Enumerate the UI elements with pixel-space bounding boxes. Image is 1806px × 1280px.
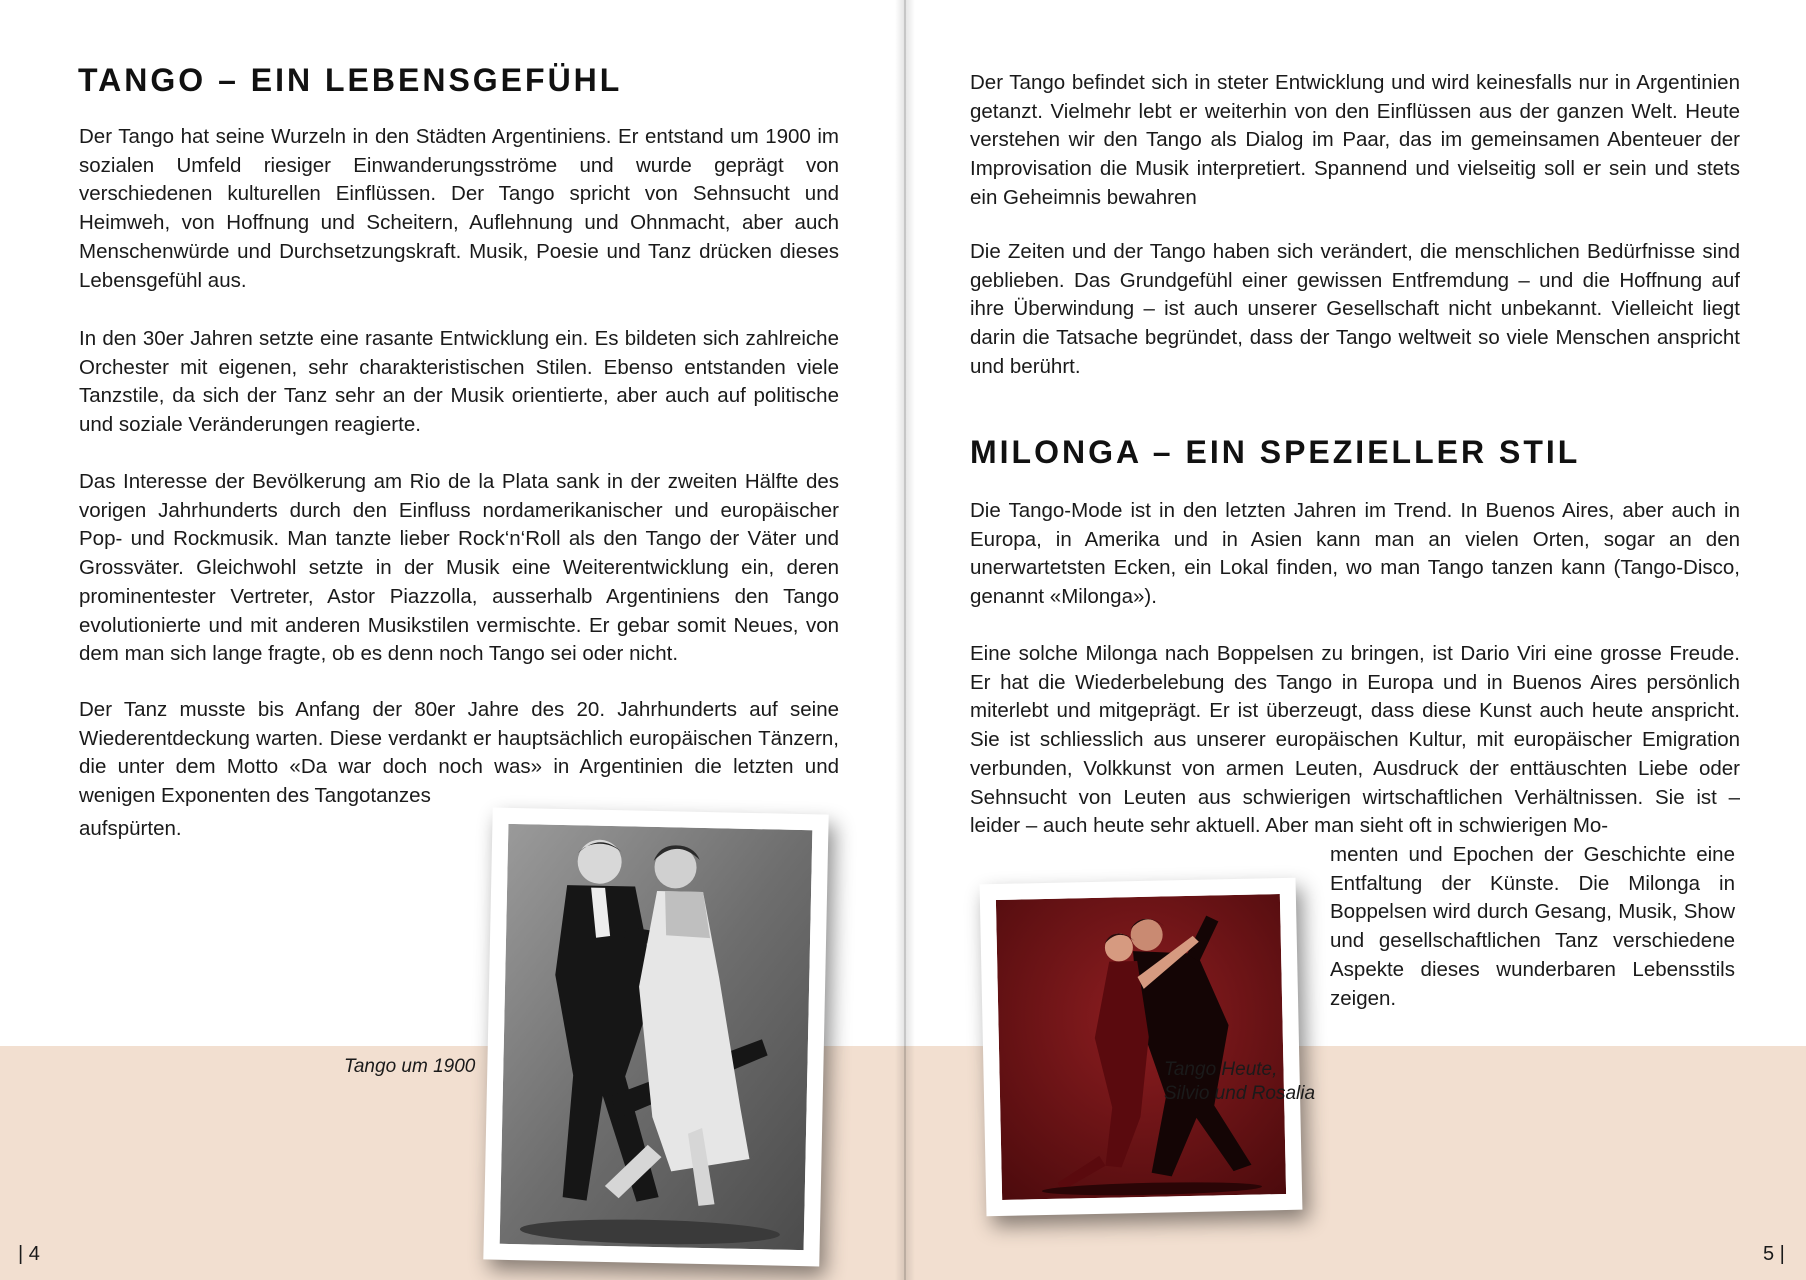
modern-dancers-image (996, 894, 1286, 1200)
left-paragraph-1: Der Tango hat seine Wurzeln in den Städten Argentiniens. Er entstand um 1900 im sozialen Umfeld riesiger Einwanderungsströme und wurde geprägt von verschiedenen kulturellen Einflüssen. Der Tango spricht von Sehnsucht und Heimweh, von Hoffnung und Scheitern, Auflehnung und Ohnmacht, aber auch Menschenwürde und Durchsetzungskraft. Musik, Poesie und Tanz drücken dieses Lebensgefühl aus. (79, 125, 839, 292)
right-paragraph-2-continued: menten und Epochen der Geschichte eine Entfaltung der Künste. Die Milonga in Boppelsen wird durch Gesang, Musik, Show und gesellschaftlichen Tanz verschiedene Aspekte dieses wunderbaren Lebensstils zeigen. (1330, 843, 1735, 1010)
photo-tango-heute (980, 878, 1303, 1217)
right-page (905, 0, 1806, 1280)
page-number-left: | 4 (18, 1243, 40, 1265)
right-intro-paragraph-2: Die Zeiten und der Tango haben sich verändert, die menschlichen Bedürfnisse sind geblieben. Das Grundgefühl einer gewissen Entfremdung – und die Hoffnung auf ihre Überwindung – ist auch unserer Gesellschaft nicht unbekannt. Vielleicht liegt darin die Tatsache begründet, dass der Tango weltweit so viele Menschen anspricht und berührt. (970, 240, 1740, 378)
photo-tango-1900 (483, 808, 828, 1267)
left-paragraph-2: In den 30er Jahren setzte eine rasante Entwicklung ein. Es bildeten sich zahlreiche Orchester mit eigenen, sehr charakteristischen Stilen. Ebenso entstanden viele Tanzstile, da sich der Tanz sehr an der Musik orientierte, aber auch auf politische und soziale Veränderungen reagierte. (79, 327, 839, 437)
right-paragraph-1: Die Tango-Mode ist in den letzten Jahren im Trend. In Buenos Aires, aber auch in Europa, in Amerika und in Asien kann man an vielen Orten, sogar an den unerwartetsten Ecken, ein Lokal finden, wo man Tango tanzen kann (Tango-Disco, genannt «Milonga»). (970, 499, 1740, 609)
caption-tango-heute-2: Silvio und Rosalia (1164, 1083, 1316, 1104)
right-intro-paragraph-1: Der Tango befindet sich in steter Entwicklung und wird keinesfalls nur in Argentinien getanzt. Vielmehr lebt er weiterhin von den Einflüssen aus der ganzen Welt. Heute verstehen wir den Tango als Dialog im Paar, das im gemeinsamen Abenteuer der Improvisation die Musik interpretiert. Spannend und vielseitig soll er sein und stets ein Geheimnis bewahren (970, 71, 1740, 209)
right-paragraph-2: Eine solche Milonga nach Boppelsen zu bringen, ist Dario Viri eine grosse Freude. Er hat die Wiederbelebung des Tango in Europa und in Buenos Aires persönlich miterlebt und mitgeprägt. Er ist überzeugt, dass diese Kunst auch heute anspricht. Sie ist schliesslich aus unserer europäischen Kultur, mit europäischer Emigration verbunden, Volkkunst von armen Leuten, Ausdruck der enttäuschten Liebe oder Sehnsucht von Leuten aus schwierigen wirtschaftlichen Verhältnissen. Sie ist – leider – auch heute sehr aktuell. Aber man sieht oft in schwierigen Mo- (970, 642, 1740, 838)
vintage-dancers-image (500, 824, 813, 1250)
caption-tango-heute-1: Tango Heute, (1164, 1059, 1278, 1080)
center-fold-gutter (895, 0, 915, 1280)
left-paragraph-4: Der Tanz musste bis Anfang der 80er Jahre des 20. Jahrhunderts auf seine Wiederentdeckung warten. Diese verdankt er hauptsächlich europäischen Tänzern, die unter dem Motto «Da war doch noch was» in Argentinien die letzten und wenigen Exponenten des Tangotanzes (79, 698, 839, 808)
left-paragraph-3: Das Interesse der Bevölkerung am Rio de la Plata sank in der zweiten Hälfte des vorigen Jahrhunderts durch den Einfluss nordamerikanischer und europäischer Pop- und Rockmusik. Man tanzte lieber Rock‘n‘Roll als den Tango der Väter und Grossväter. Gleichwohl setzte in der Musik eine Weiterentwicklung ein, deren prominentester Vertreter, Astor Piazzolla, ausserhalb Argentiniens den Tango evolutionierte und mit anderen Musikstilen vermischte. Er gebar somit Neues, von dem man sich lange fragte, ob es denn noch Tango sei oder nicht. (79, 470, 839, 666)
milonga-heading: MILONGA – EIN SPEZIELLER STIL (970, 434, 1581, 470)
tango-heading: TANGO – EIN LEBENSGEFÜHL (78, 62, 623, 98)
caption-tango-1900: Tango um 1900 (344, 1056, 476, 1077)
page-number-right: 5 | (1763, 1243, 1785, 1265)
left-paragraph-4-end: aufspürten. (79, 817, 182, 840)
